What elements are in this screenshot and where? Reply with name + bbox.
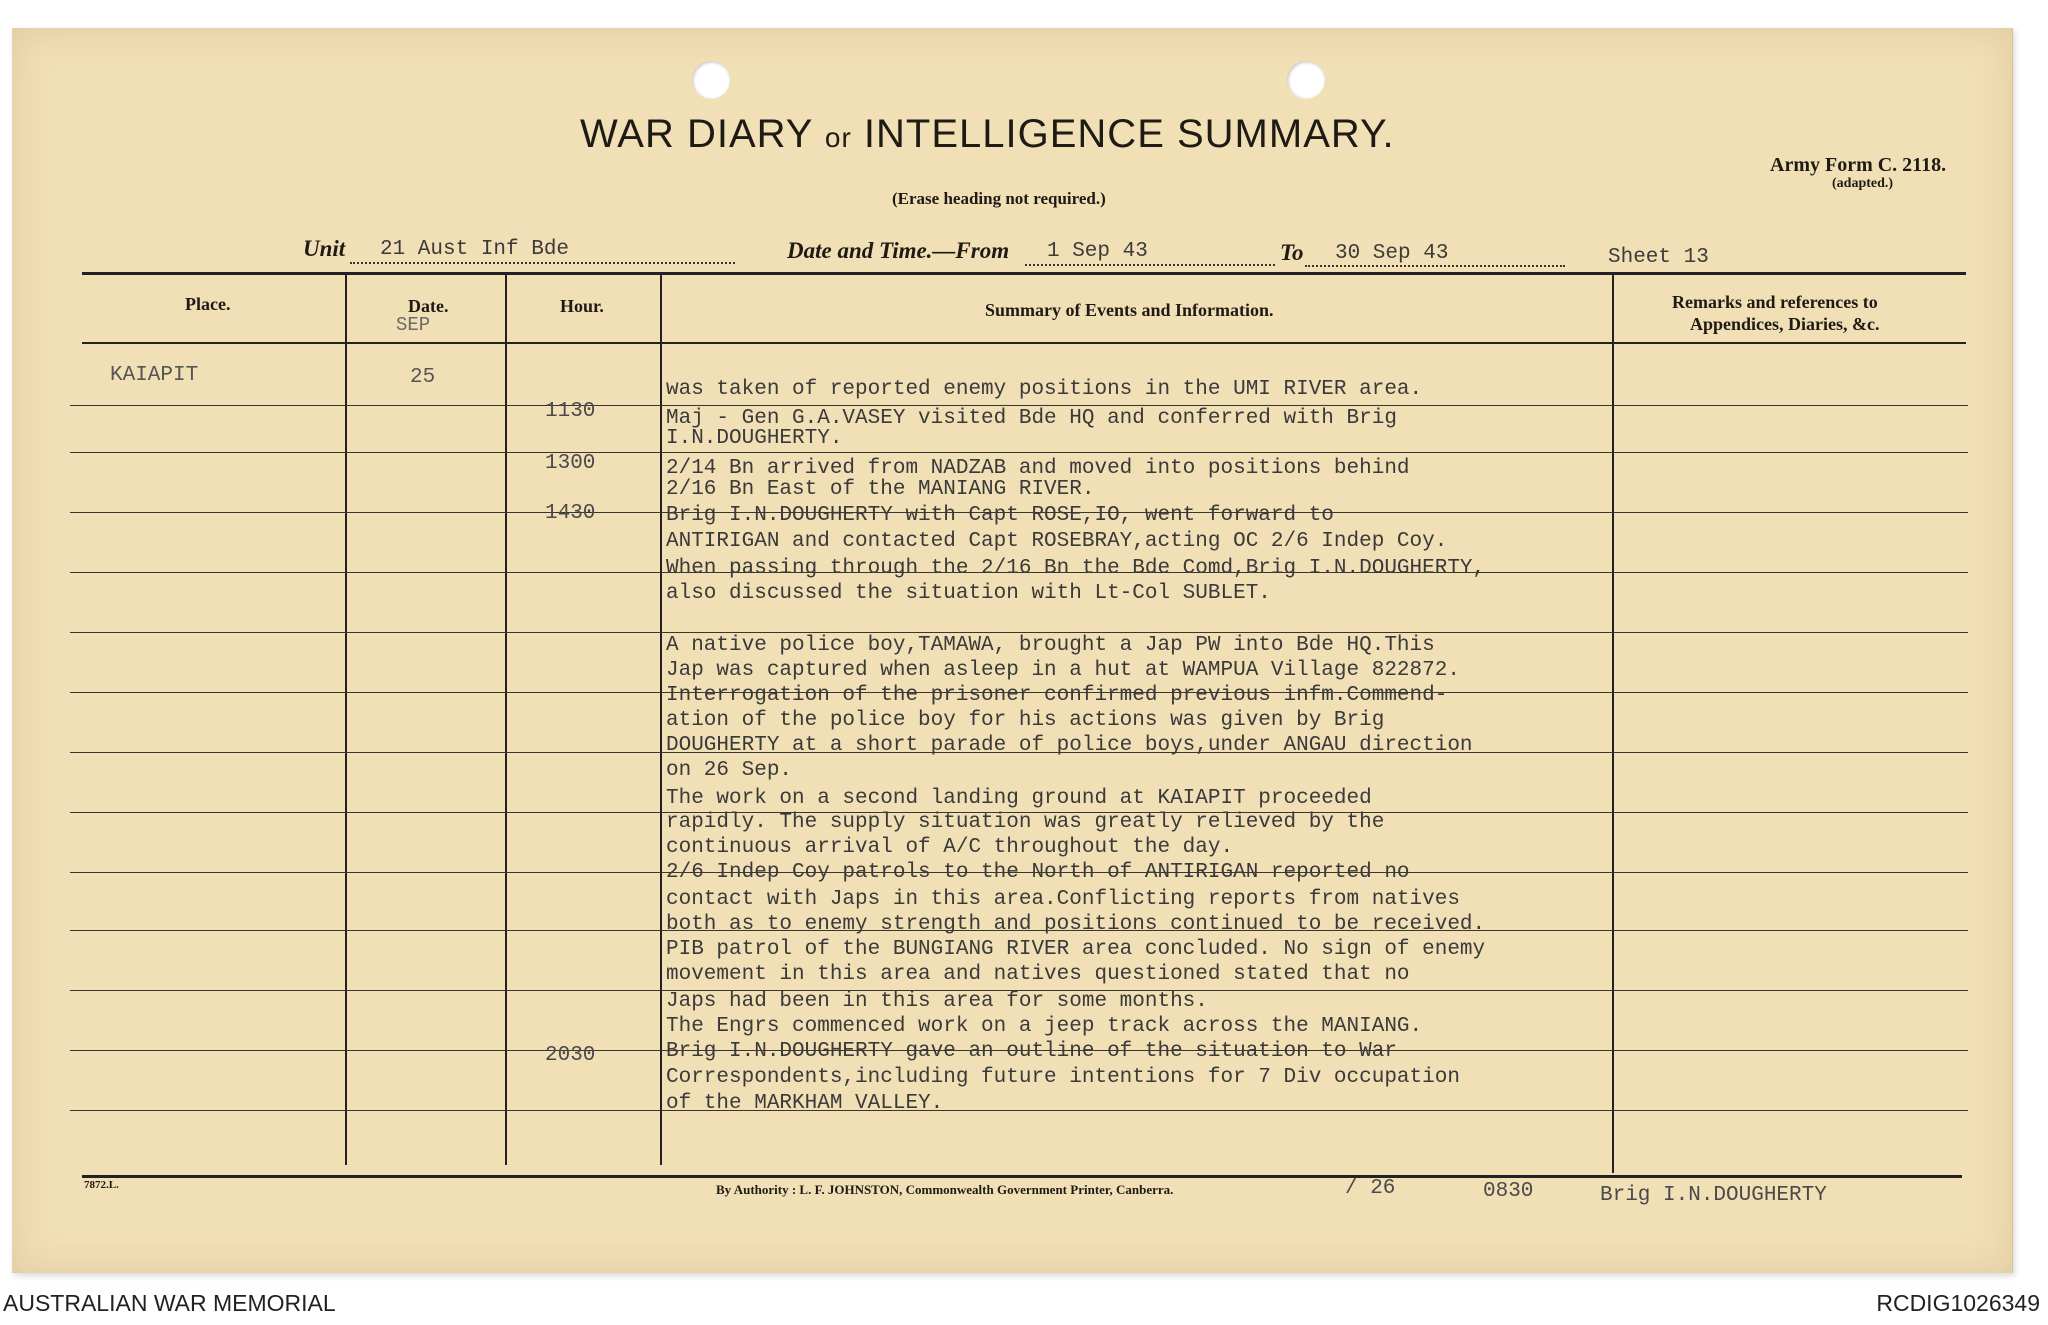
ruled-line	[70, 452, 1968, 453]
punch-hole-right	[1287, 61, 1325, 99]
punch-hole-left	[692, 61, 730, 99]
entry-place: KAIAPIT	[110, 364, 199, 387]
summary-line: Brig I.N.DOUGHERTY with Capt ROSE,IO, went forward to	[666, 504, 1334, 527]
erase-note: (Erase heading not required.)	[892, 189, 1106, 208]
col-head-hour: Hour.	[560, 296, 604, 316]
col-head-summary: Summary of Events and Information.	[985, 300, 1274, 320]
entry-date: 25	[410, 366, 436, 389]
col-head-remarks-1: Remarks and references to	[1672, 292, 1878, 312]
army-form-number: Army Form C. 2118.	[1770, 154, 1947, 176]
summary-line: PIB patrol of the BUNGIANG RIVER area concluded. No sign of enemy	[666, 938, 1486, 961]
form-title	[580, 112, 1395, 157]
archive-credit: AUSTRALIAN WAR MEMORIAL	[3, 1290, 336, 1316]
summary-line: The work on a second landing ground at KAIAPIT proceeded	[666, 787, 1372, 810]
summary-line: Brig I.N.DOUGHERTY gave an outline of the situation to War	[666, 1040, 1397, 1063]
hour-entry: 1300	[545, 452, 596, 475]
from-date: 1 Sep 43	[1047, 240, 1148, 263]
hour-entry: 1130	[545, 400, 596, 423]
footer-date: / 26	[1345, 1177, 1396, 1200]
datetime-label: Date and Time.—From	[787, 238, 1010, 263]
col-divider-summary	[1612, 273, 1614, 1173]
summary-line: I.N.DOUGHERTY.	[666, 427, 843, 450]
to-date: 30 Sep 43	[1335, 242, 1449, 265]
col-head-place: Place.	[185, 294, 231, 314]
adapted-note: (adapted.)	[1832, 176, 1894, 191]
summary-line: 2/16 Bn East of the MANIANG RIVER.	[666, 478, 1095, 501]
summary-line: Interrogation of the prisoner confirmed previous infm.Commend-	[666, 684, 1448, 707]
ruled-line	[70, 1110, 1968, 1111]
summary-line: was taken of reported enemy positions in the UMI RIVER area.	[666, 378, 1423, 401]
summary-line: 2/14 Bn arrived from NADZAB and moved into positions behind	[666, 457, 1410, 480]
summary-line: ation of the police boy for his actions was given by Brig	[666, 709, 1385, 732]
hour-entry: 2030	[545, 1044, 596, 1067]
sheet-number: Sheet 13	[1608, 246, 1709, 269]
ruled-line	[70, 405, 1968, 406]
summary-line: movement in this area and natives questioned stated that no	[666, 963, 1410, 986]
col-divider-date	[505, 273, 507, 1165]
summary-line: Jap was captured when asleep in a hut at WAMPUA Village 822872.	[666, 659, 1460, 682]
form-print-number: 7872.L.	[84, 1179, 119, 1191]
summary-line: Correspondents,including future intentions for 7 Div occupation	[666, 1066, 1460, 1089]
summary-line: DOUGHERTY at a short parade of police boys,under ANGAU direction	[666, 734, 1473, 757]
summary-line: also discussed the situation with Lt-Col SUBLET.	[666, 582, 1271, 605]
title-intelligence-summary: INTELLIGENCE SUMMARY.	[863, 112, 1395, 156]
unit-dots	[350, 262, 735, 264]
summary-line: rapidly. The supply situation was greatly relieved by the	[666, 811, 1385, 834]
signature: Brig I.N.DOUGHERTY	[1600, 1184, 1827, 1207]
summary-line: Maj - Gen G.A.VASEY visited Bde HQ and conferred with Brig	[666, 407, 1397, 430]
summary-line: Japs had been in this area for some months.	[666, 990, 1208, 1013]
ruled-line	[70, 632, 1968, 633]
summary-line: contact with Japs in this area.Conflicting reports from natives	[666, 888, 1460, 911]
col-head-date: Date.	[408, 296, 449, 316]
summary-line: When passing through the 2/16 Bn the Bde Comd,Brig I.N.DOUGHERTY,	[666, 557, 1486, 580]
summary-line: on 26 Sep.	[666, 759, 793, 782]
summary-line: continuous arrival of A/C throughout the day.	[666, 836, 1234, 859]
table-head-rule	[82, 342, 1966, 344]
from-dots	[1025, 264, 1275, 266]
unit-label: Unit	[303, 236, 346, 261]
to-dots	[1305, 265, 1565, 267]
summary-line: of the MARKHAM VALLEY.	[666, 1092, 944, 1115]
unit-value: 21 Aust Inf Bde	[380, 238, 570, 261]
col-head-date-month: SEP	[396, 314, 431, 336]
summary-line: The Engrs commenced work on a jeep track across the MANIANG.	[666, 1015, 1423, 1038]
to-label: To	[1280, 240, 1304, 265]
footer-time: 0830	[1483, 1180, 1534, 1203]
summary-line: ANTIRIGAN and contacted Capt ROSEBRAY,acting OC 2/6 Indep Coy.	[666, 530, 1448, 553]
col-head-remarks-2: Appendices, Diaries, &c.	[1690, 314, 1880, 334]
summary-line: 2/6 Indep Coy patrols to the North of ANTIRIGAN reported no	[666, 861, 1410, 884]
table-top-rule	[82, 272, 1966, 275]
col-divider-place	[345, 273, 347, 1165]
printer-authority: By Authority : L. F. JOHNSTON, Commonwealth Government Printer, Canberra.	[716, 1182, 1174, 1197]
summary-line: both as to enemy strength and positions continued to be received.	[666, 913, 1486, 936]
title-war-diary: WAR DIARY	[580, 112, 813, 156]
col-divider-hour	[660, 273, 662, 1165]
summary-line: A native police boy,TAMAWA, brought a Jap PW into Bde HQ.This	[666, 634, 1435, 657]
archive-id: RCDIG1026349	[1876, 1290, 2040, 1316]
title-or: or	[824, 122, 852, 153]
hour-entry: 1430	[545, 502, 596, 525]
table-bottom-rule	[82, 1175, 1962, 1178]
